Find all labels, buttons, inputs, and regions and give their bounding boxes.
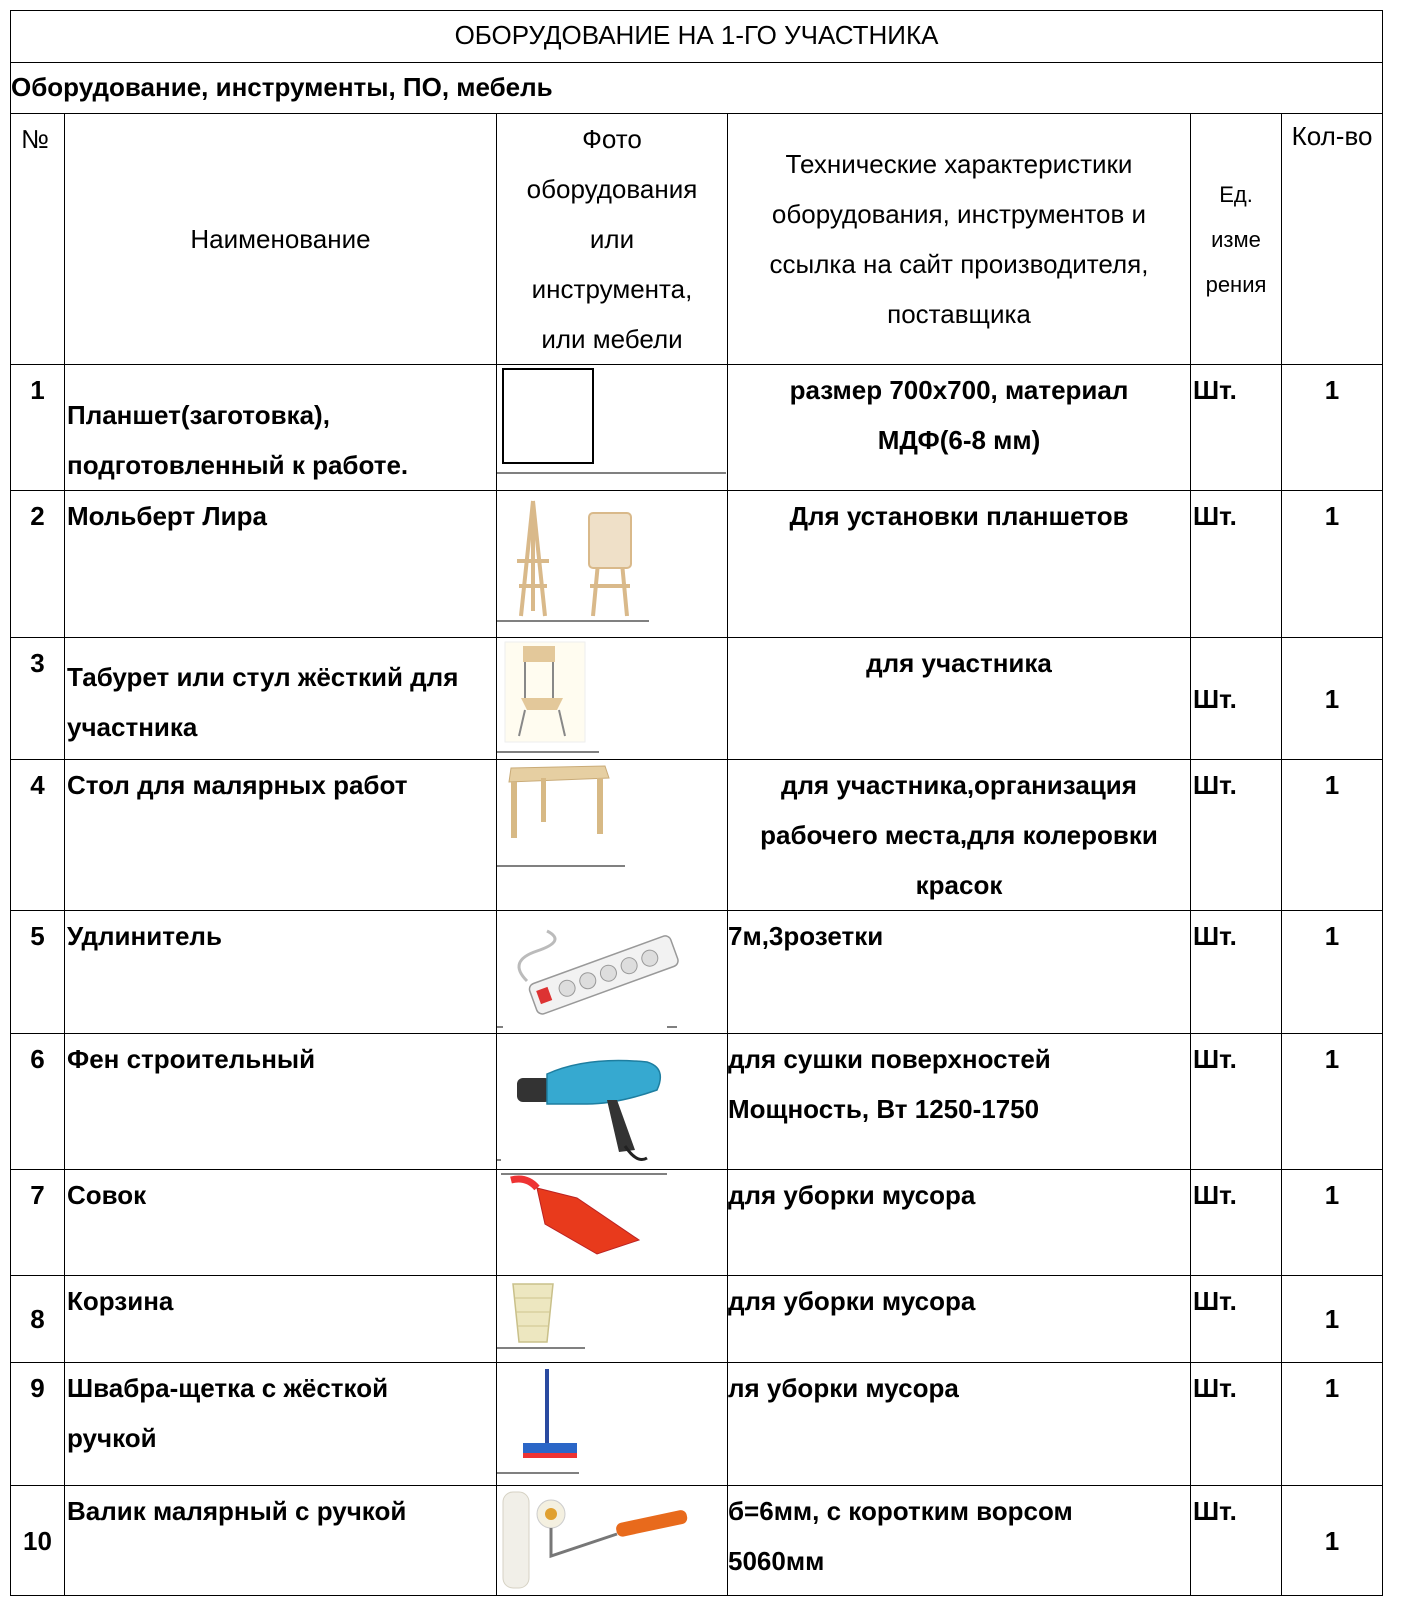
header-spec — [728, 114, 1191, 365]
row-spec — [728, 760, 1191, 911]
row-name-line: подготовленный к работе. — [67, 450, 409, 480]
table-subtitle: Оборудование, инструменты, ПО, мебель — [11, 63, 1383, 114]
row-quantity: 1 — [1282, 1276, 1383, 1363]
header-photo-line: оборудования — [526, 174, 698, 204]
header-unit-line: изме — [1211, 226, 1261, 252]
header-spec-line: оборудования, инструментов и — [771, 199, 1147, 229]
row-spec-line: для уборки мусора — [728, 1286, 976, 1316]
row-name-line: Мольберт Лира — [67, 501, 267, 531]
row-number: 1 — [11, 365, 65, 491]
row-spec-line: ля уборки мусора — [728, 1373, 959, 1403]
row-quantity: 1 — [1282, 760, 1383, 911]
row-unit: Шт. — [1191, 365, 1282, 491]
row-spec-line: Для установки планшетов — [789, 501, 1129, 531]
row-spec-line: для уборки мусора — [728, 1180, 976, 1210]
row-name — [65, 1276, 497, 1363]
row-photo — [497, 1170, 728, 1276]
table-icon — [497, 760, 726, 900]
header-spec-line: Технические характеристики — [785, 149, 1133, 179]
row-name — [65, 365, 497, 491]
header-unit — [1191, 114, 1282, 365]
row-name-line: Удлинитель — [67, 921, 222, 951]
row-number: 6 — [11, 1034, 65, 1170]
header-photo-line: Фото — [582, 124, 642, 154]
row-number: 2 — [11, 491, 65, 638]
table-row — [11, 1170, 1383, 1276]
row-unit: Шт. — [1191, 1486, 1282, 1596]
row-quantity: 1 — [1282, 1170, 1383, 1276]
table-row — [11, 365, 1383, 491]
paint-roller-icon — [497, 1486, 726, 1594]
row-unit: Шт. — [1191, 911, 1282, 1034]
row-number: 3 — [11, 638, 65, 760]
header-quantity: Кол-во — [1282, 114, 1383, 365]
row-spec-line: 7м,3розетки — [728, 921, 884, 951]
heat-gun-icon — [497, 1034, 726, 1164]
row-name — [65, 911, 497, 1034]
row-quantity: 1 — [1282, 1034, 1383, 1170]
row-spec-line: МДФ(6-8 мм) — [877, 425, 1041, 455]
row-name-line: Табурет или стул жёсткий для — [67, 662, 459, 692]
header-photo-line: или мебели — [541, 324, 683, 354]
row-number: 10 — [11, 1486, 65, 1596]
row-name — [65, 638, 497, 760]
row-unit: Шт. — [1191, 638, 1282, 760]
row-name-line: Валик малярный с ручкой — [67, 1496, 407, 1526]
header-spec-line: поставщика — [887, 299, 1031, 329]
header-row — [11, 114, 1383, 365]
row-quantity: 1 — [1282, 365, 1383, 491]
row-photo — [497, 491, 728, 638]
table-title: ОБОРУДОВАНИЕ НА 1-ГО УЧАСТНИКА — [11, 11, 1383, 63]
row-spec — [728, 1486, 1191, 1596]
row-spec — [728, 638, 1191, 760]
table-row — [11, 1276, 1383, 1363]
row-name-line: Планшет(заготовка), — [67, 400, 330, 430]
broom-icon — [497, 1363, 726, 1481]
row-spec-line: для участника,организация — [781, 770, 1137, 800]
row-photo — [497, 638, 728, 760]
row-spec-line: рабочего места,для колеровки — [760, 820, 1158, 850]
row-spec — [728, 1363, 1191, 1486]
row-name — [65, 491, 497, 638]
row-number: 5 — [11, 911, 65, 1034]
row-spec — [728, 1034, 1191, 1170]
row-name — [65, 760, 497, 911]
row-name-line: Фен строительный — [67, 1044, 316, 1074]
header-photo-line: инструмента, — [531, 274, 693, 304]
row-spec-line: размер 700x700, материал — [789, 375, 1129, 405]
row-spec — [728, 1276, 1191, 1363]
row-name — [65, 1363, 497, 1486]
dustpan-icon — [497, 1170, 726, 1270]
row-number: 4 — [11, 760, 65, 911]
row-photo — [497, 1363, 728, 1486]
row-name — [65, 1034, 497, 1170]
row-spec — [728, 365, 1191, 491]
row-spec-line: б=6мм, с коротким ворсом — [728, 1496, 1073, 1526]
header-number: № — [11, 114, 65, 365]
row-name-line: Корзина — [67, 1286, 174, 1316]
panel-icon — [497, 365, 726, 475]
table-row — [11, 1034, 1383, 1170]
header-spec-line: ссылка на сайт производителя, — [769, 249, 1149, 279]
header-photo-line: или — [589, 224, 635, 254]
row-name-line: ручкой — [67, 1423, 157, 1453]
table-row — [11, 911, 1383, 1034]
row-spec-line: Мощность, Вт 1250-1750 — [728, 1094, 1040, 1124]
easel-icon — [497, 491, 726, 631]
row-name-line: Швабра-щетка с жёсткой — [67, 1373, 389, 1403]
equipment-table — [10, 10, 1383, 1596]
extension-cord-icon — [497, 911, 726, 1031]
row-photo — [497, 760, 728, 911]
row-unit: Шт. — [1191, 1170, 1282, 1276]
header-unit-line: рения — [1205, 271, 1267, 297]
row-name — [65, 1486, 497, 1596]
table-row — [11, 491, 1383, 638]
row-unit: Шт. — [1191, 491, 1282, 638]
row-spec — [728, 1170, 1191, 1276]
row-name-line: участника — [67, 712, 198, 742]
table-row — [11, 1363, 1383, 1486]
row-photo — [497, 911, 728, 1034]
row-unit: Шт. — [1191, 760, 1282, 911]
row-spec-line: красок — [915, 870, 1003, 900]
row-spec — [728, 911, 1191, 1034]
row-quantity: 1 — [1282, 1486, 1383, 1596]
row-number: 8 — [11, 1276, 65, 1363]
table-row — [11, 638, 1383, 760]
row-quantity: 1 — [1282, 638, 1383, 760]
row-spec-line: 5060мм — [728, 1546, 825, 1576]
row-name-line: Совок — [67, 1180, 147, 1210]
chair-icon — [497, 638, 726, 756]
row-name — [65, 1170, 497, 1276]
table-row — [11, 760, 1383, 911]
row-unit: Шт. — [1191, 1276, 1282, 1363]
basket-icon — [497, 1276, 726, 1360]
row-photo — [497, 1276, 728, 1363]
header-unit-line: Ед. — [1219, 181, 1253, 207]
row-photo — [497, 365, 728, 491]
row-spec-line: для участника — [866, 648, 1052, 678]
row-spec — [728, 491, 1191, 638]
row-number: 9 — [11, 1363, 65, 1486]
row-name-line: Стол для малярных работ — [67, 770, 408, 800]
row-photo — [497, 1486, 728, 1596]
row-spec-line: для сушки поверхностей — [728, 1044, 1051, 1074]
header-name: Наименование — [65, 114, 497, 365]
table-row — [11, 1486, 1383, 1596]
row-photo — [497, 1034, 728, 1170]
row-unit: Шт. — [1191, 1034, 1282, 1170]
row-quantity: 1 — [1282, 1363, 1383, 1486]
row-quantity: 1 — [1282, 911, 1383, 1034]
header-photo — [497, 114, 728, 365]
row-number: 7 — [11, 1170, 65, 1276]
row-quantity: 1 — [1282, 491, 1383, 638]
row-unit: Шт. — [1191, 1363, 1282, 1486]
